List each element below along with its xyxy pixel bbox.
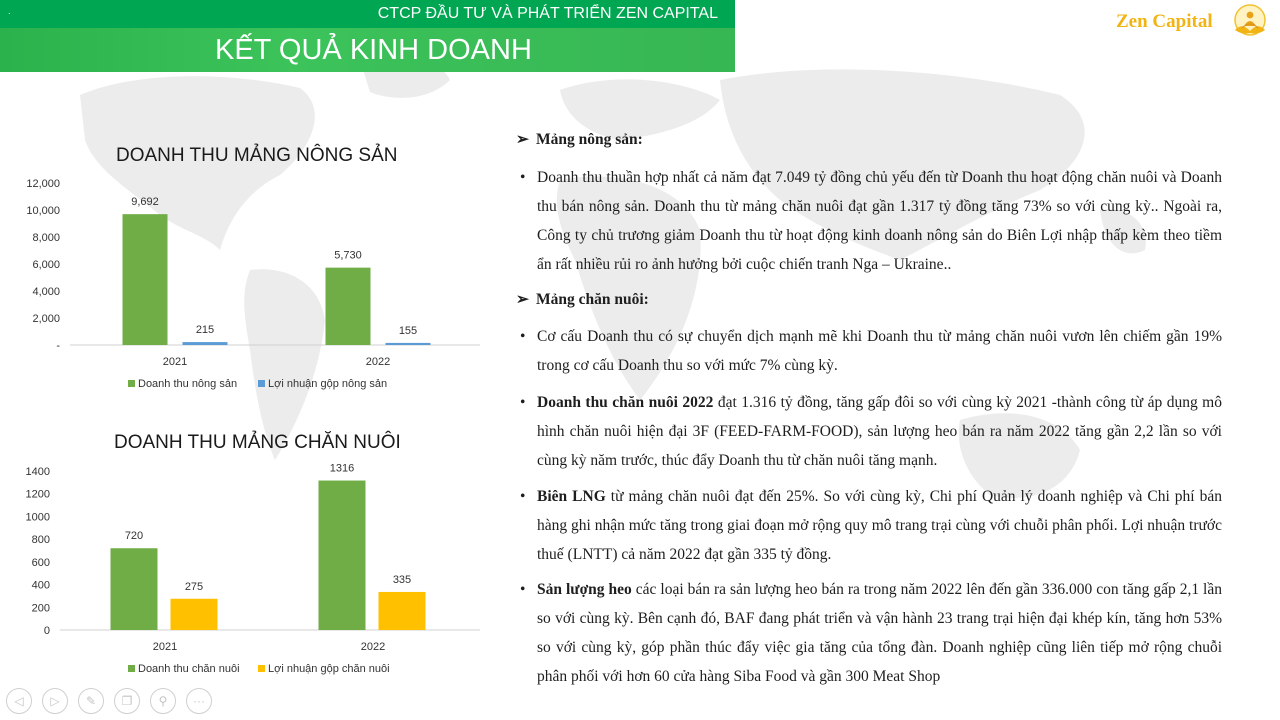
bullet-icon: •	[520, 488, 526, 505]
paragraph-bien-lng: • Biên LNG từ mảng chăn nuôi đạt đến 25%. So với cùng kỳ, Chi phí Quản lý doanh nghiệp và Chi phí bán hàng ghi nhận mức tăng trong giai đoạn mở rộng quy mô trang trại cùng với chuỗi phân phối. Lợi nhuận trước thuế (LNTT) cả năm 2022 đạt gần 335 tỷ đồng.	[516, 482, 1222, 569]
y-tick-label: 1200	[25, 488, 50, 501]
x-tick-label: 2021	[162, 356, 188, 368]
y-tick-label: 1000	[25, 511, 50, 524]
bar	[379, 592, 426, 630]
data-label: 215	[195, 324, 215, 337]
bar	[319, 481, 366, 630]
legend-label: Lợi nhuận gộp nông sản	[268, 378, 388, 390]
bar	[386, 343, 431, 345]
legend-swatch	[258, 380, 265, 387]
zoom-icon[interactable]: ⚲	[150, 688, 176, 714]
company-name: CTCP ĐẦU TƯ VÀ PHÁT TRIỂN ZEN CAPITAL	[377, 5, 718, 22]
header-title-bar	[0, 28, 735, 72]
y-tick-label: 400	[31, 579, 50, 592]
more-icon[interactable]: ···	[186, 688, 212, 714]
legend-label: Doanh thu chăn nuôi	[138, 663, 240, 675]
x-tick-label: 2022	[365, 356, 391, 368]
bullet-icon: •	[520, 169, 526, 186]
y-tick-label: 12,000	[26, 178, 60, 190]
section-heading-nong-san: ➢ Mảng nông sản:	[516, 131, 643, 148]
chart-chan-nuoi	[0, 458, 500, 688]
paragraph-san-luong-heo: • Sản lượng heo các loại bán ra sản lượng heo bán ra trong năm 2022 lên đến gần 336.000 con tăng gấp 2,1 lần so với cùng kỳ. Bên cạnh đó, BAF đang phát triển và vận hành 23 trang trại hiện đại khép kín, tăng hơn 53% so với cùng kỳ, góp phần thúc đẩy việc gia tăng của tổng đàn. Doanh nghiệp cũng liên tiếp mở rộng chuỗi phân phối với hơn 60 cửa hàng Siba Food và gần 300 Meat Shop	[516, 575, 1222, 691]
header-company-bar	[0, 0, 735, 28]
bullet-icon: •	[520, 328, 526, 345]
legend-swatch	[128, 380, 135, 387]
chart-title-chan-nuoi: DOANH THU MẢNG CHĂN NUÔI	[114, 432, 401, 453]
paragraph-doanh-thu-chan-nuoi: • Doanh thu chăn nuôi 2022 đạt 1.316 tỷ đồng, tăng gấp đôi so với cùng kỳ 2021 -thành công từ áp dụng mô hình chăn nuôi hiện đại 3F (FEED-FARM-FOOD), sản lượng heo bán ra năm 2022 tăng gần 2,2 lần so với cùng kỳ năm trước, thúc đẩy Doanh thu từ chăn nuôi tăng mạnh.	[516, 388, 1222, 475]
y-tick-label: 0	[43, 625, 50, 637]
y-tick-label: 8,000	[32, 232, 60, 244]
slides-icon[interactable]: ❐	[114, 688, 140, 714]
data-label: 720	[124, 530, 144, 543]
x-tick-label: 2021	[152, 641, 178, 653]
header-dot: .	[8, 6, 11, 16]
y-tick-label: 6,000	[32, 259, 60, 271]
y-tick-label: 10,000	[26, 205, 60, 217]
legend-label: Lợi nhuận gộp chăn nuôi	[268, 663, 390, 675]
bar	[183, 342, 228, 345]
bar	[123, 214, 168, 345]
data-label: 335	[392, 573, 412, 586]
paragraph-co-cau: • Cơ cấu Doanh thu có sự chuyển dịch mạnh mẽ khi Doanh thu từ mảng chăn nuôi vươn lên chiếm gần 19% trong cơ cấu Doanh thu so với mức 7% cùng kỳ.	[516, 322, 1222, 380]
data-label: 275	[184, 580, 204, 593]
paragraph-nong-san: • Doanh thu thuần hợp nhất cả năm đạt 7.049 tỷ đồng chủ yếu đến từ Doanh thu hoạt động chăn nuôi và Doanh thu bán nông sản. Doanh thu từ mảng chăn nuôi đạt gần 1.317 tỷ đồng tăng 73% so với cùng kỳ.. Ngoài ra, Công ty chủ trương giảm Doanh thu từ hoạt động kinh doanh nông sản do Biên Lợi nhập thấp kèm theo tiềm ẩn rất nhiều rủi ro ảnh hưởng bởi cuộc chiến tranh Nga – Ukraine..	[516, 163, 1222, 279]
y-tick-label: 800	[31, 534, 50, 547]
bar	[171, 599, 218, 630]
legend-swatch	[128, 665, 135, 672]
pen-icon[interactable]: ✎	[78, 688, 104, 714]
chart-title-nong-san: DOANH THU MẢNG NÔNG SẢN	[116, 145, 398, 166]
bullet-icon: •	[520, 394, 526, 411]
data-label: 155	[398, 324, 418, 337]
arrow-bullet-icon: ➢	[516, 291, 529, 308]
arrow-bullet-icon: ➢	[516, 131, 529, 148]
y-tick-label: 2,000	[32, 313, 60, 325]
page-title: KẾT QUẢ KINH DOANH	[215, 34, 532, 66]
data-label: 9,692	[131, 196, 159, 209]
chart-nong-san	[0, 170, 500, 405]
previous-icon[interactable]: ◁	[6, 688, 32, 714]
section-heading-chan-nuoi: ➢ Mảng chăn nuôi:	[516, 291, 649, 308]
lotus-buddha-icon	[1230, 4, 1270, 40]
next-icon[interactable]: ▷	[42, 688, 68, 714]
brand-name: Zen Capital	[1116, 11, 1213, 32]
x-tick-label: 2022	[360, 641, 386, 653]
y-tick-label: -	[56, 340, 60, 352]
legend-swatch	[258, 665, 265, 672]
bar	[111, 548, 158, 630]
y-tick-label: 1400	[25, 466, 50, 478]
y-tick-label: 600	[31, 556, 50, 569]
bar	[326, 268, 371, 345]
y-tick-label: 200	[31, 602, 50, 615]
y-tick-label: 4,000	[32, 286, 60, 298]
data-label: 1316	[329, 462, 355, 475]
bullet-icon: •	[520, 581, 526, 598]
legend-label: Doanh thu nông sản	[138, 378, 238, 390]
data-label: 5,730	[334, 249, 362, 262]
